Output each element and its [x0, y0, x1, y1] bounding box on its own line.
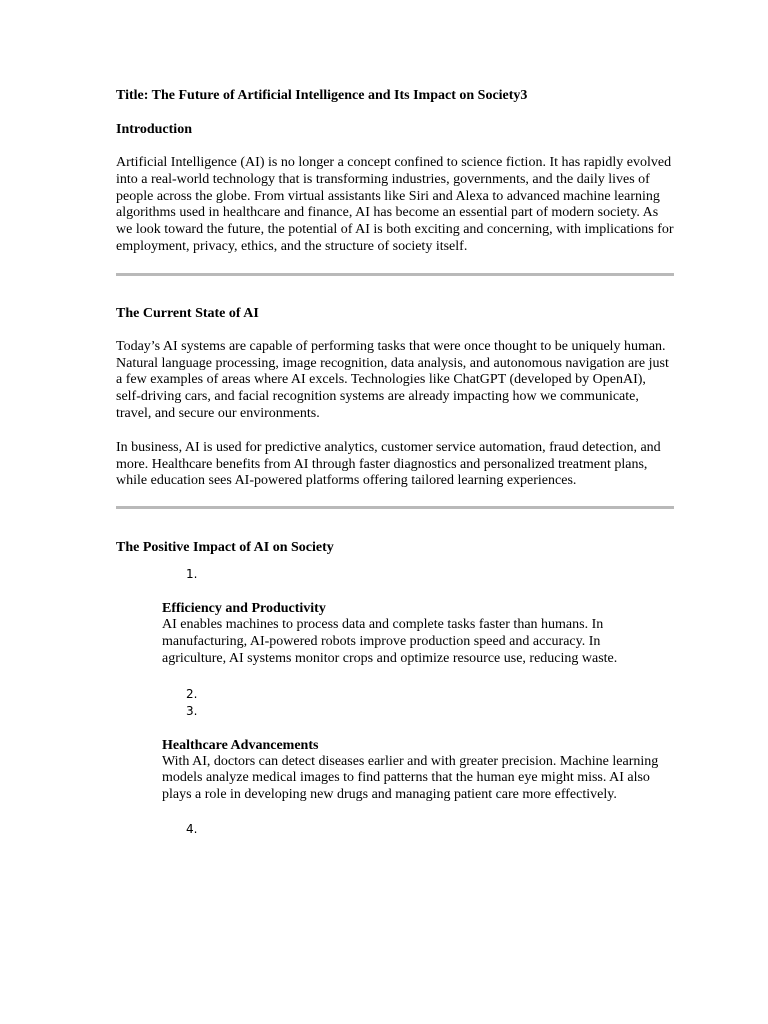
positive-impact-list — [116, 566, 674, 838]
current-state-paragraph-2: In business, AI is used for predictive analytics, customer service automation, fraud detection, and more. Healthcare benefits from AI through faster diagnostics and personalized treatment plans, while education sees AI-powered platforms offering tailored learning experiences. — [116, 439, 661, 489]
list-item-title: Efficiency and Productivity — [162, 601, 326, 617]
document-title: Title: The Future of Artificial Intelligence and Its Impact on Society3 — [116, 88, 528, 103]
list-number: 1. — [186, 567, 198, 582]
list-item-title: Healthcare Advancements — [162, 737, 319, 753]
introduction-paragraph: Artificial Intelligence (AI) is no longer a concept confined to science fiction. It has rapidly evolved into a real-world technology that is transforming industries, governments, and the daily lives of people across the globe. From virtual assistants like Siri and Alexa to advanced machine learning algorithms used in healthcare and finance, AI has become an essential part of modern society. As we look toward the future, the potential of AI is both exciting and concerning, with implications for employment, privacy, ethics, and the structure of society itself. — [116, 155, 674, 254]
section-divider — [116, 506, 674, 509]
list-item-text: With AI, doctors can detect diseases earlier and with greater precision. Machine learning models analyze medical images to find patterns that the human eye might miss. AI also plays a role in developing new drugs and managing patient care more effectively. — [162, 753, 659, 803]
list-item — [116, 737, 662, 804]
positive-impact-heading: The Positive Impact of AI on Society — [116, 540, 334, 556]
current-state-paragraph-1: Today’s AI systems are capable of performing tasks that were once thought to be uniquely human. Natural language processing, image recognition, data analysis, and autonomous navigation are just a few examples of areas where AI excels. Technologies like ChatGPT (developed by OpenAI), self-driving cars, and facial recognition systems are already impacting how we communicate, travel, and secure our environments. — [116, 338, 669, 421]
list-item-text: AI enables machines to process data and complete tasks faster than humans. In manufacturing, AI-powered robots improve production speed and accuracy. In agriculture, AI systems monitor crops and optimize resource use, reducing waste. — [162, 617, 618, 666]
section-divider — [116, 273, 674, 276]
introduction-heading: Introduction — [116, 122, 192, 137]
document-page — [116, 87, 674, 838]
list-number: 4. — [186, 821, 198, 836]
current-state-heading: The Current State of AI — [116, 305, 259, 321]
list-number: 3. — [186, 703, 198, 718]
list-number: 2. — [186, 686, 198, 701]
list-item — [116, 600, 662, 667]
